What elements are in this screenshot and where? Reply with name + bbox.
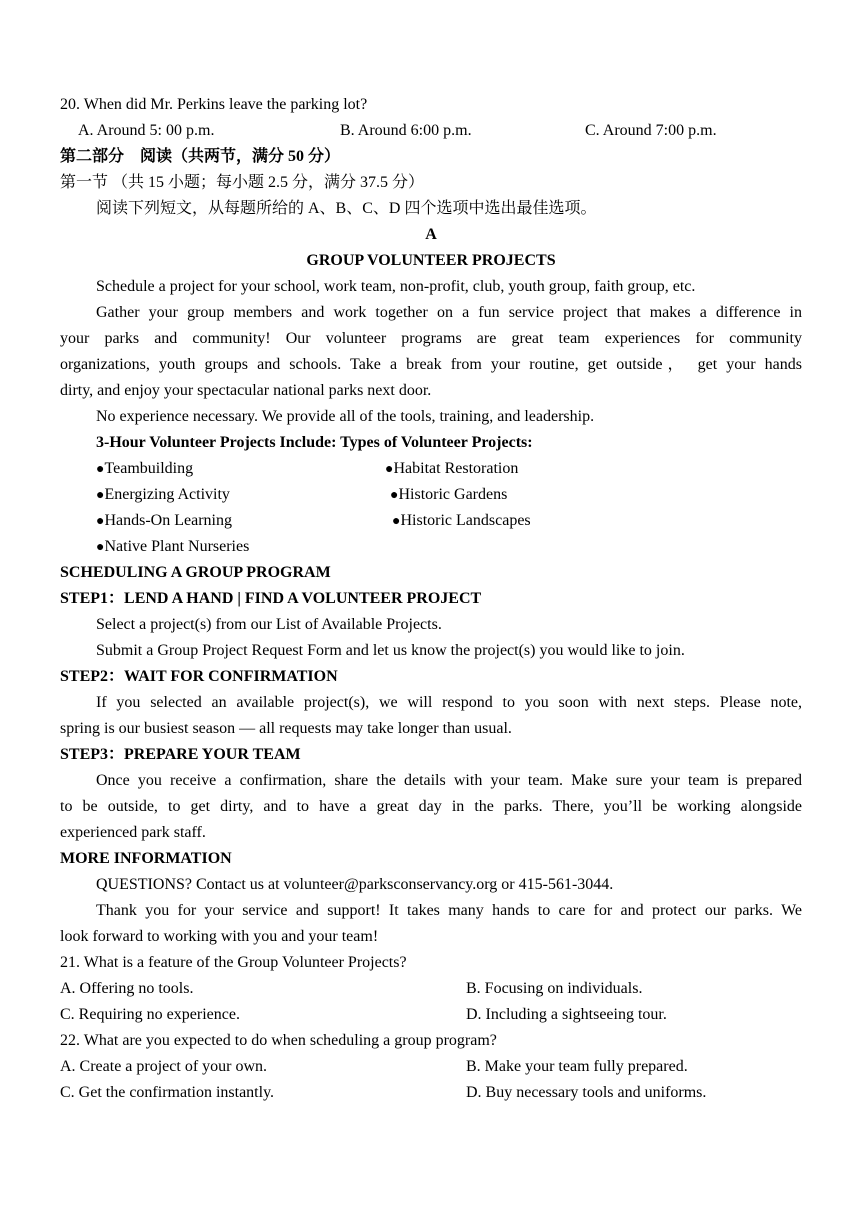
- bullet-right-3: [392, 508, 531, 535]
- q21-option-a: A. Offering no tools.: [60, 980, 194, 997]
- bullet-icon: ●: [390, 488, 399, 503]
- bullet-icon: ●: [96, 462, 105, 477]
- section1-heading: 第一节 （共 15 小题；每小题 2.5 分，满分 37.5 分）: [60, 174, 425, 191]
- q22-option-d: D. Buy necessary tools and uniforms.: [466, 1084, 707, 1101]
- step3-line2: to be outside, to get dirty, and to have a great day in the parks. There, you’ll be working alongside: [60, 798, 802, 815]
- list-item: Historic Gardens: [398, 486, 508, 503]
- step2-heading: STEP2：WAIT FOR CONFIRMATION: [60, 668, 338, 685]
- list-item: Habitat Restoration: [393, 460, 519, 477]
- passage-p2-line1: Gather your group members and work together on a fun service project that makes a difference in: [96, 304, 802, 321]
- passage-label: A: [425, 226, 437, 243]
- list-item: Hands-On Learning: [104, 512, 232, 529]
- bullet-right-2: [390, 482, 507, 509]
- q22-option-c: C. Get the confirmation instantly.: [60, 1084, 275, 1101]
- step3-heading: STEP3：PREPARE YOUR TEAM: [60, 746, 301, 763]
- q20-stem: 20. When did Mr. Perkins leave the parking lot?: [60, 96, 368, 113]
- q22-option-a: A. Create a project of your own.: [60, 1058, 268, 1075]
- step1-heading: STEP1：LEND A HAND | FIND A VOLUNTEER PROJECT: [60, 590, 482, 607]
- q21-stem: 21. What is a feature of the Group Volunteer Projects?: [60, 954, 407, 971]
- bullet-right-1: [385, 456, 518, 483]
- step2-line1: If you selected an available project(s), we will respond to you soon with next steps. Please note,: [96, 694, 802, 711]
- bullet-icon: ●: [96, 514, 105, 529]
- bullet-icon: ●: [96, 488, 105, 503]
- q20-option-a: A. Around 5: 00 p.m.: [78, 122, 215, 139]
- list-item: Energizing Activity: [104, 486, 230, 503]
- more-info-line2: look forward to working with you and your team!: [60, 928, 379, 945]
- more-info-contact: QUESTIONS? Contact us at volunteer@parksconservancy.org or 415-561-3044.: [96, 876, 614, 893]
- bullet-row-3: [60, 508, 802, 534]
- bullet-left-3: [96, 508, 232, 535]
- passage-p2-line2: your parks and community! Our volunteer programs are great team experiences for community: [60, 330, 802, 347]
- list-item: Historic Landscapes: [400, 512, 531, 529]
- q20-options: [60, 118, 802, 144]
- bullet-icon: ●: [392, 514, 401, 529]
- passage-p1: Schedule a project for your school, work team, non-profit, club, youth group, faith group, etc.: [96, 278, 696, 295]
- step3-line1: Once you receive a confirmation, share the details with your team. Make sure your team is prepared: [96, 772, 802, 789]
- passage-title: GROUP VOLUNTEER PROJECTS: [306, 252, 556, 269]
- exam-page: [60, 92, 802, 1106]
- q21-option-c: C. Requiring no experience.: [60, 1006, 240, 1023]
- step1-line2: Submit a Group Project Request Form and let us know the project(s) you would like to join.: [96, 642, 685, 659]
- q21-options-row1: [60, 976, 802, 1002]
- step2-line2: spring is our busiest season — all requests may take longer than usual.: [60, 720, 512, 737]
- list-item: Teambuilding: [104, 460, 194, 477]
- q22-options-row1: [60, 1054, 802, 1080]
- bullet-row-2: [60, 482, 802, 508]
- q22-options-row2: [60, 1080, 802, 1106]
- more-info-heading: MORE INFORMATION: [60, 850, 232, 867]
- bullet-row-1: [60, 456, 802, 482]
- bullet-icon: ●: [385, 462, 394, 477]
- more-info-line1: Thank you for your service and support! It takes many hands to care for and protect our parks. We: [96, 902, 802, 919]
- q21-option-b: B. Focusing on individuals.: [466, 980, 643, 997]
- passage-p3: No experience necessary. We provide all of the tools, training, and leadership.: [96, 408, 595, 425]
- q22-stem: 22. What are you expected to do when scheduling a group program?: [60, 1032, 497, 1049]
- q21-option-d: D. Including a sightseeing tour.: [466, 1006, 667, 1023]
- bullet-icon: ●: [96, 540, 105, 555]
- list-item: Native Plant Nurseries: [104, 538, 250, 555]
- scheduling-heading: SCHEDULING A GROUP PROGRAM: [60, 564, 331, 581]
- passage-p2-line4: dirty, and enjoy your spectacular national parks next door.: [60, 382, 432, 399]
- bullet-left-2: [96, 482, 230, 509]
- bullet-left-1: [96, 456, 193, 483]
- step3-line3: experienced park staff.: [60, 824, 206, 841]
- bullet-row-4: [60, 534, 802, 560]
- q20-option-c: C. Around 7:00 p.m.: [585, 122, 717, 139]
- q22-option-b: B. Make your team fully prepared.: [466, 1058, 688, 1075]
- passage-p2-line3: organizations, youth groups and schools. Take a break from your routine, get outside， get your hands: [60, 356, 802, 373]
- include-heading: 3-Hour Volunteer Projects Include: Types of Volunteer Projects:: [96, 434, 533, 451]
- step1-line1: Select a project(s) from our List of Available Projects.: [96, 616, 442, 633]
- part2-heading: 第二部分 阅读（共两节，满分 50 分）: [60, 148, 341, 165]
- instruction-text: 阅读下列短文，从每题所给的 A、B、C、D 四个选项中选出最佳选项。: [96, 200, 597, 217]
- q21-options-row2: [60, 1002, 802, 1028]
- bullet-left-4: [96, 534, 249, 561]
- q20-option-b: B. Around 6:00 p.m.: [340, 122, 472, 139]
